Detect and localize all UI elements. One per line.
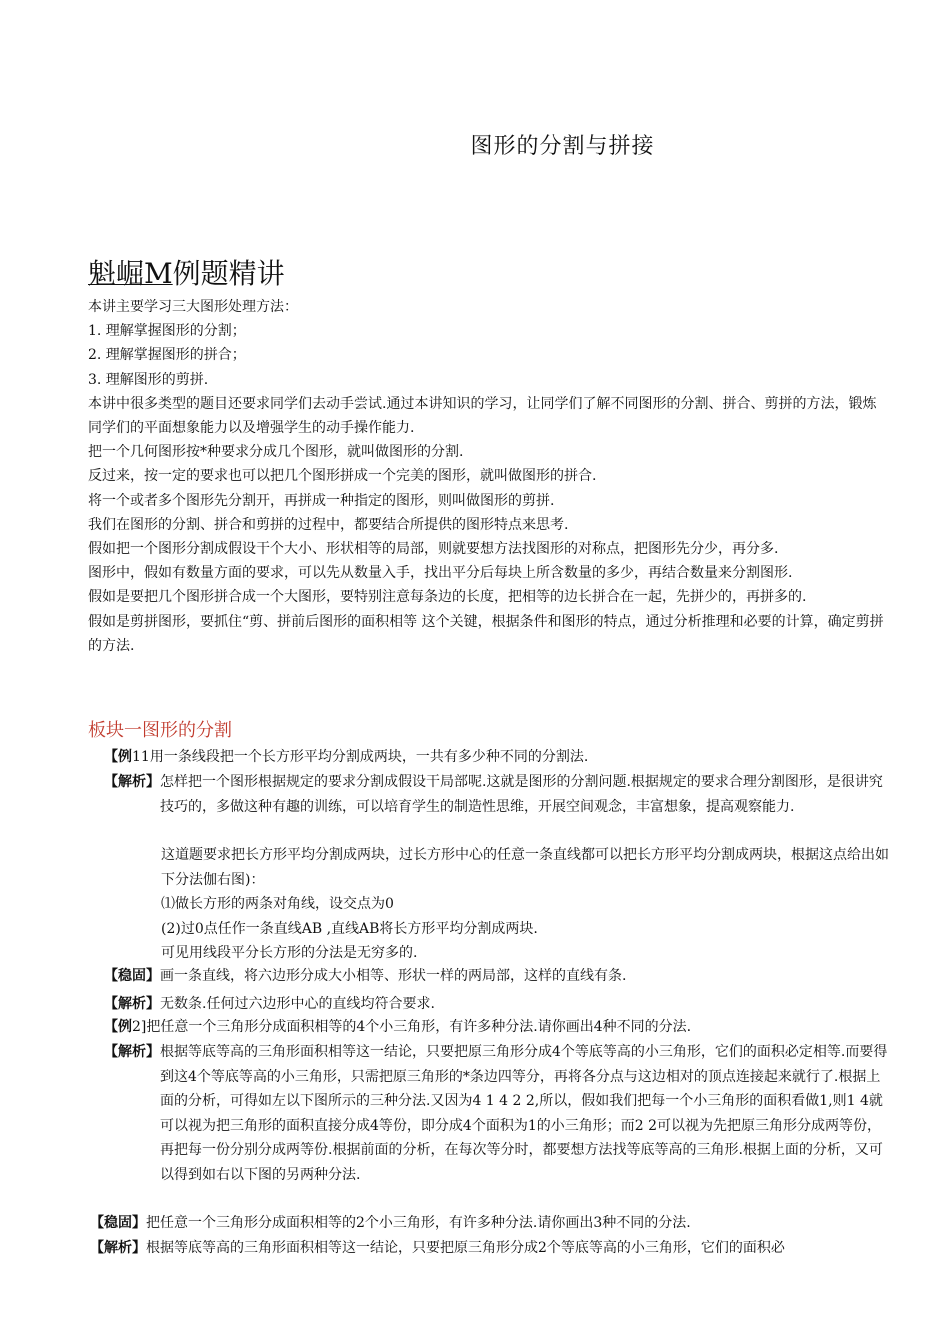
analysis-line: 可见用线段平分长方形的分法是无穷多的. [161,945,418,961]
example-1-practice-analysis [104,992,894,1017]
intro-line: 图形中，假如有数量方面的要求，可以先从数量入手，找出平分后每块上所含数量的多少，再结合数量来分割图形. [88,565,793,582]
example-2-practice [90,1211,895,1236]
intro-line: 假如是剪拼图形，要抓住“剪、拼前后图形的面积相等 这个关键，根据条件和图形的特点，通过分析推理和必要的计算，确定剪拼的方法. [88,613,884,654]
example-tag: 【例 [104,1019,132,1035]
intro-line: 我们在图形的分割、拼合和剪拼的过程中，都要结合所提供的图形特点来思考. [88,516,569,533]
block-title: 板块一图形的分割 [88,720,232,741]
intro-text [88,295,888,658]
analysis-tag: 【解析】 [104,774,160,790]
example-2-analysis [104,1040,894,1187]
intro-line: 把一个几何图形按*种要求分成几个图形，就叫做图形的分割. [88,444,464,461]
intro-line: 反过来，按一定的要求也可以把几个图形拼成一个完美的图形，就叫做图形的拼合. [88,468,597,485]
example-1-analysis [104,770,894,819]
analysis-line: ⑴做长方形的两条对角线，设交点为0 [161,896,394,912]
analysis-text: 怎样把一个图形根据规定的要求分割成假设干局部呢.这就是图形的分割问题.根据规定的要求合理分割图形，是很讲究技巧的，多做这种有趣的训练，可以培育学生的制造性思维，开展空间观念，丰富想象，提高观察能力. [160,774,883,815]
practice-tag: 【稳固】 [104,968,160,984]
section-heading-mark: 魁崛M [88,257,173,290]
intro-line: 3. 理解图形的剪拼. [88,371,209,388]
example-2 [104,1015,894,1040]
practice-text: 画一条直线，将六边形分成大小相等、形状一样的两局部，这样的直线有条. [160,968,627,984]
example-text: 2]把任意一个三角形分成面积相等的4个小三角形，有许多种分法.请你画出4种不同的分法. [132,1019,692,1035]
example-1-analysis-more [161,843,891,966]
analysis-line: (2)过0点任作一条直线AB ,直线AB将长方形平均分割成两块. [161,920,538,937]
intro-line: 将一个或者多个图形先分割开，再拼成一种指定的图形，则叫做图形的剪拼. [88,492,555,509]
practice-text: 把任意一个三角形分成面积相等的2个小三角形，有许多种分法.请你画出3种不同的分法. [146,1215,691,1231]
intro-line: 假如把一个图形分割成假设干个大小、形状相等的局部，则就要想方法找图形的对称点，把图形先分少，再分多. [88,541,779,558]
intro-line: 本讲中很多类型的题目还要求同学们去动手尝试.通过本讲知识的学习，让同学们了解不同图形的分割、拼合、剪拼的方法，锻炼同学们的平面想象能力以及增强学生的动手操作能力. [88,395,877,437]
example-tag: 【例 [104,749,132,765]
analysis-tag: 【解析】 [90,1240,146,1256]
analysis-tag: 【解析】 [104,1044,160,1060]
practice-tag: 【稳固】 [90,1215,146,1231]
analysis-text: 无数条.任何过六边形中心的直线均符合要求. [160,996,435,1012]
intro-line: 1. 理解掌握图形的分割； [88,323,246,340]
example-1-practice [104,964,894,989]
intro-line: 2. 理解掌握图形的拼合； [88,347,246,364]
analysis-line: 这道题要求把长方形平均分割成两块，过长方形中心的任意一条直线都可以把长方形平均分割成两块，根据这点给出如下分法伽右图)： [161,847,889,888]
section-heading [88,256,285,292]
intro-line: 假如是要把几个图形拼合成一个大图形，要特别注意每条边的长度，把相等的边长拼合在一起，先拼少的，再拼多的. [88,589,807,606]
example-2-practice-analysis [90,1236,895,1261]
intro-line: 本讲主要学习三大图形处理方法： [88,299,298,315]
page-title: 图形的分割与拼接 [470,134,655,159]
analysis-text: 根据等底等高的三角形面积相等这一结论，只要把原三角形分成2个等底等高的小三角形，它们的面积必 [146,1240,785,1256]
example-1 [104,745,894,770]
section-heading-text: 例题精讲 [172,257,285,290]
analysis-tag: 【解析】 [104,996,160,1012]
example-text: 11用一条线段把一个长方形平均分割成两块，一共有多少种不同的分割法. [132,749,589,765]
analysis-text: 根据等底等高的三角形面积相等这一结论，只要把原三角形分成4个等底等高的小三角形，它们的面积必定相等.而要得到这4个等底等高的小三角形，只需把原三角形的*条边四等分，再将各分点与这边相对的顶点连接起来就行了.根据上面的分析，可得如左以下图所示的三种分法.又因为4 1 4 2 2,所以，假如我们把每一个小三角形的面积看做1,则1 4就可以视为把三角形的面积直接分成4等份，即分成4个面积为1的小三角形；而2 2可以视为先把原三角形分成两等份，再把每一份分别分成两等份.根据前面的分析，在每次等分时，都要想方法找等底等高的三角形.根据上面的分析，又可以得到如右以下图的另两种分法. [160,1044,888,1183]
